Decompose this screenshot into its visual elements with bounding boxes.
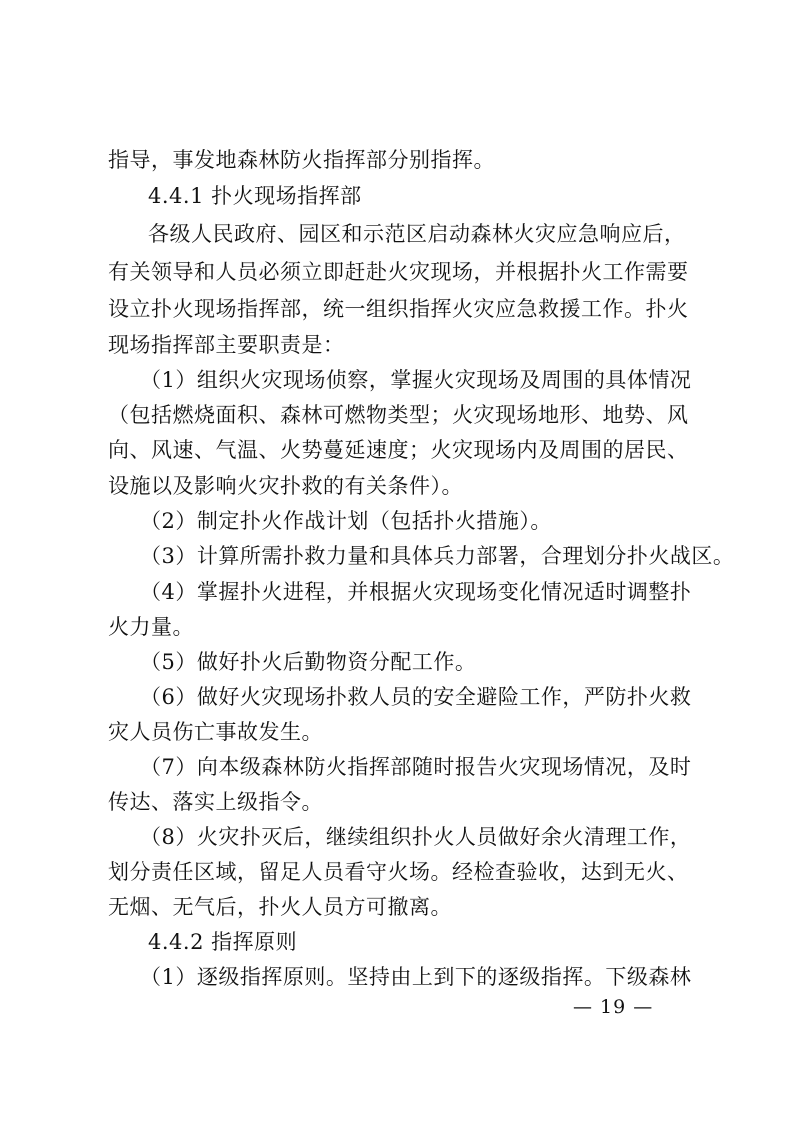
list-item-line: 无烟、无气后，扑火人员方可撤离。 (108, 895, 452, 919)
list-item-line: 火力量。 (108, 615, 194, 639)
list-item-line: 设施以及影响火灾扑救的有关条件）。 (108, 474, 463, 498)
list-item-line: 传达、落实上级指令。 (108, 790, 323, 814)
list-item-line: （2）制定扑火作战计划（包括扑火措施）。 (140, 509, 552, 533)
list-item-line: （1）组织火灾现场侦察，掌握火灾现场及周围的具体情况 (140, 368, 692, 392)
section-heading: 4.4.1 扑火现场指挥部 (148, 184, 362, 208)
paragraph-line: 设立扑火现场指挥部，统一组织指挥火灾应急救援工作。扑火 (108, 297, 689, 321)
list-item-line: 向、风速、气温、火势蔓延速度；火灾现场内及周围的居民、 (108, 438, 689, 462)
list-item-line: 划分责任区域，留足人员看守火场。经检查验收，达到无火、 (108, 860, 689, 884)
section-heading: 4.4.2 指挥原则 (148, 930, 298, 954)
list-item-line: （7）向本级森林防火指挥部随时报告火灾现场情况，及时 (140, 755, 692, 779)
list-item-line: （3）计算所需扑救力量和具体兵力部署，合理划分扑火战区。 (140, 544, 735, 568)
list-item-line: （包括燃烧面积、森林可燃物类型；火灾现场地形、地势、风 (108, 403, 689, 427)
list-item-line: 灾人员伤亡事故发生。 (108, 720, 323, 744)
list-item-line: （6）做好火灾现场扑救人员的安全避险工作，严防扑火救 (140, 685, 692, 709)
paragraph-line: 有关领导和人员必须立即赶赴火灾现场，并根据扑火工作需要 (108, 260, 689, 284)
list-item-line: （4）掌握扑火进程，并根据火灾现场变化情况适时调整扑 (140, 580, 692, 604)
list-item-line: （8）火灾扑灭后，继续组织扑火人员做好余火清理工作， (140, 825, 692, 849)
list-item-line: （1）逐级指挥原则。坚持由上到下的逐级指挥。下级森林 (140, 965, 692, 989)
paragraph-line: 现场指挥部主要职责是： (108, 333, 345, 357)
text-line: 指导，事发地森林防火指挥部分别指挥。 (108, 148, 495, 172)
paragraph-line: 各级人民政府、园区和示范区启动森林火灾应急响应后， (148, 222, 686, 246)
list-item-line: （5）做好扑火后勤物资分配工作。 (140, 650, 477, 674)
page-number: — 19 — (573, 996, 654, 1018)
